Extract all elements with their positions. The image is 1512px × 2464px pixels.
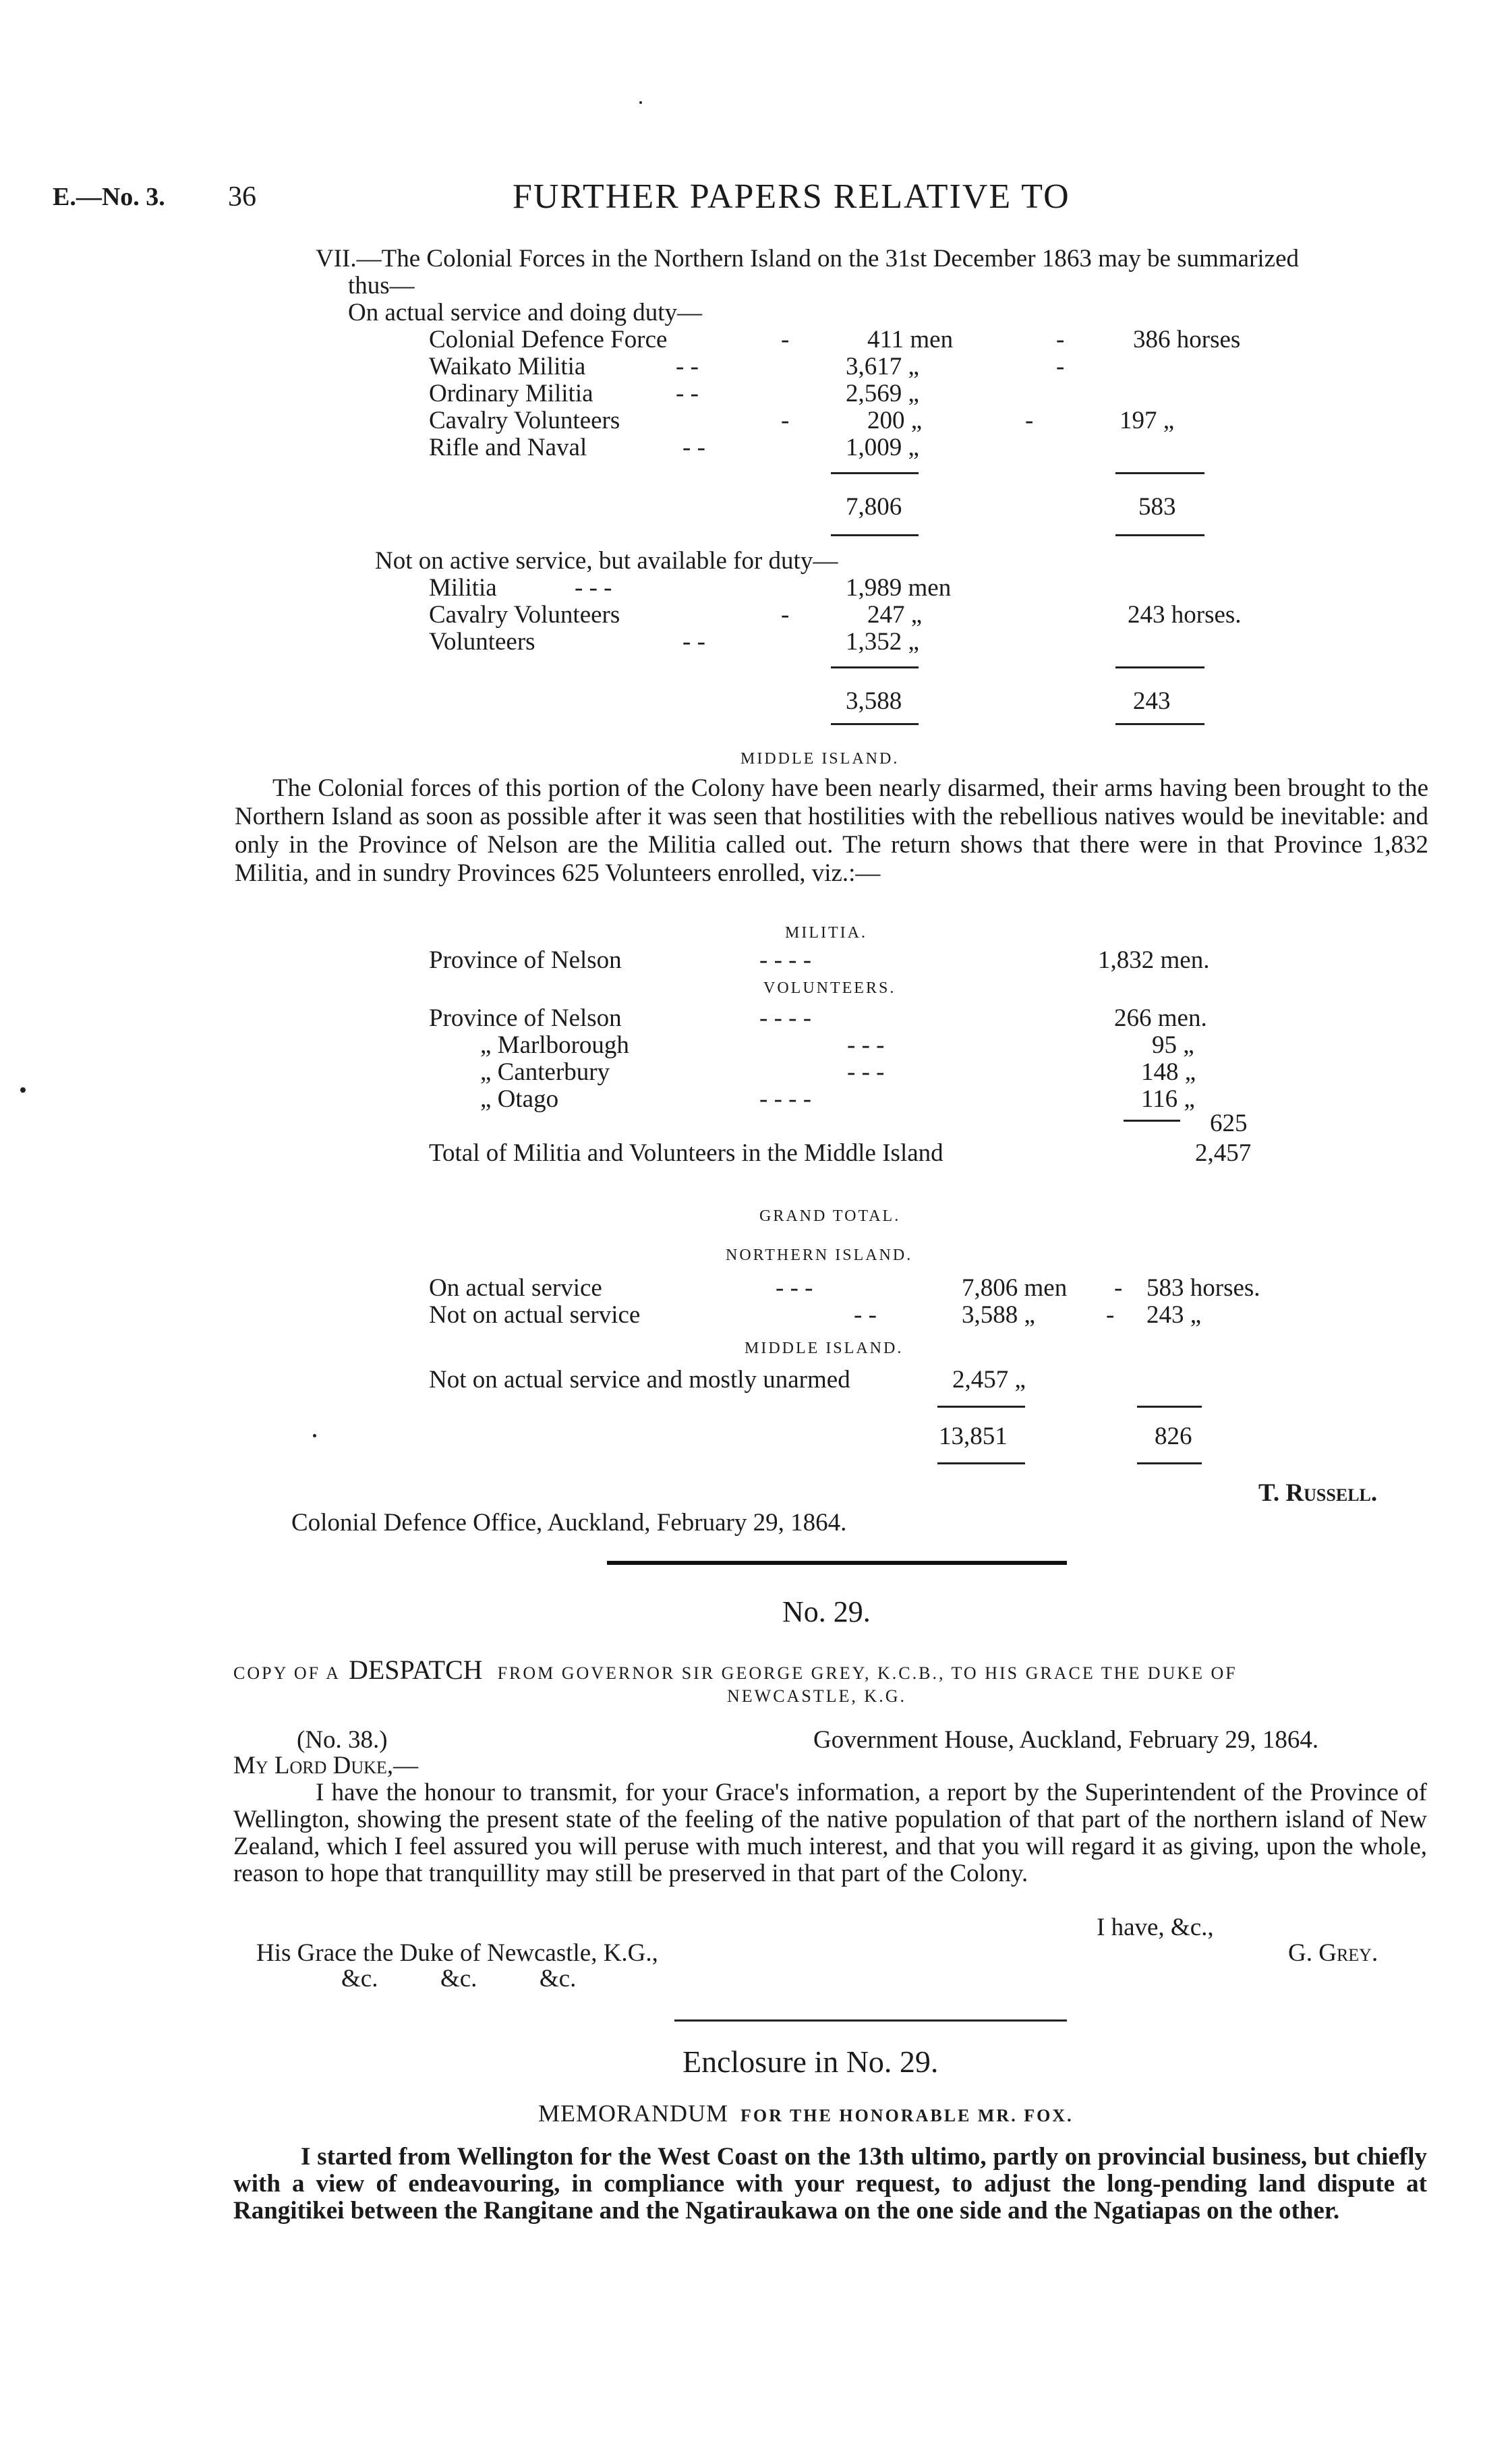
horses-count: 386 horses <box>1133 326 1241 353</box>
despatch-heading-word: DESPATCH <box>348 1655 483 1685</box>
volunteer-count: 266 men. <box>1114 1004 1207 1032</box>
force-name: Militia <box>429 574 497 602</box>
northern-island-heading: NORTHERN ISLAND. <box>726 1247 913 1264</box>
leader-dashes: - - <box>854 1301 877 1329</box>
reserve-total-horses: 243 <box>1133 687 1171 715</box>
section-vii-intro: VII.—The Colonial Forces in the Northern Island on the 31st December 1863 may be summarized <box>316 245 1300 273</box>
total-rule <box>1115 472 1204 474</box>
total-rule <box>1115 534 1204 536</box>
leader-dash: - <box>1056 353 1065 380</box>
memorandum-word: MEMORANDUM <box>538 2100 729 2127</box>
scan-speck <box>639 101 642 104</box>
leader-dashes: - - <box>676 353 699 380</box>
province-name: Province of Nelson <box>429 946 622 974</box>
despatch-heading-prefix: COPY OF A <box>233 1663 341 1683</box>
leader-dashes: - <box>781 407 790 434</box>
volunteer-count: 148 „ <box>1141 1058 1196 1086</box>
leader-dashes: - - - - <box>759 946 812 974</box>
total-rule <box>831 723 919 725</box>
province-name: „ Marlborough <box>480 1031 629 1059</box>
total-rule <box>831 534 919 536</box>
men-count: 411 men <box>867 326 954 353</box>
despatch-heading <box>233 1654 1238 1686</box>
men-count: 2,569 „ <box>846 380 919 407</box>
leader-dashes: - - - <box>847 1058 885 1086</box>
leader-dash: - <box>1025 407 1034 434</box>
russell-signature: T. Russell. <box>1258 1479 1378 1507</box>
leader-dashes: - - - <box>776 1274 813 1302</box>
horses-count: 583 horses. <box>1146 1274 1260 1302</box>
grand-total-men: 13,851 <box>939 1423 1008 1450</box>
active-total-horses: 583 <box>1138 493 1176 521</box>
men-count: 3,617 „ <box>846 353 919 380</box>
despatch-heading-rest: FROM GOVERNOR SIR GEORGE GREY, K.C.B., TO HIS GRACE THE DUKE OF <box>497 1663 1238 1683</box>
militia-heading: MILITIA. <box>785 924 867 942</box>
men-count: 1,989 men <box>846 574 952 602</box>
leader-dash: - <box>1114 1274 1123 1302</box>
service-label: Not on actual service <box>429 1301 641 1329</box>
middle-island-heading: MIDDLE ISLAND. <box>740 750 900 768</box>
men-count: 1,009 „ <box>846 434 919 461</box>
despatch-signature: G. Grey. <box>1288 1939 1378 1967</box>
total-rule <box>1137 1462 1202 1464</box>
despatch-ref: (No. 38.) <box>297 1726 388 1754</box>
province-name: „ Canterbury <box>480 1058 610 1086</box>
despatch-addressee: His Grace the Duke of Newcastle, K.G., <box>256 1939 658 1967</box>
volunteers-total: 625 <box>1210 1110 1248 1137</box>
memorandum-heading <box>538 2099 1074 2127</box>
total-rule <box>831 472 919 474</box>
horses-count: 243 „ <box>1146 1301 1202 1329</box>
total-rule <box>1137 1406 1202 1408</box>
document-reference: E.—No. 3. <box>53 183 165 211</box>
force-name: Cavalry Volunteers <box>429 601 620 629</box>
grand-total-heading: GRAND TOTAL. <box>759 1207 901 1225</box>
total-rule <box>831 666 919 668</box>
leader-dashes: - - - <box>847 1031 885 1059</box>
reserve-heading: Not on active service, but available for duty— <box>375 547 838 575</box>
middle-island-subheading: MIDDLE ISLAND. <box>745 1340 904 1357</box>
service-label: On actual service <box>429 1274 602 1302</box>
section-divider <box>674 2019 1067 2022</box>
grand-total-horses: 826 <box>1155 1423 1192 1450</box>
volunteer-count: 95 „ <box>1152 1031 1194 1059</box>
leader-dash: - <box>1106 1301 1115 1329</box>
memorandum-addressee: FOR THE HONORABLE MR. FOX. <box>740 2106 1074 2125</box>
page-number: 36 <box>228 181 256 212</box>
memorandum-body: I started from Wellington for the West Coast on the 13th ultimo, partly on provincial business, but chiefly with a view of endeavouring, in compliance with your request, to adjust the long-pending land dispute at Rangitikei between the Rangitane and the Ngatiraukawa on the one side and the Ngatiapas on the other. <box>233 2143 1427 2225</box>
total-rule <box>937 1406 1025 1408</box>
active-service-heading: On actual service and doing duty— <box>348 299 703 326</box>
middle-island-total-value: 2,457 <box>1195 1139 1252 1167</box>
middle-island-paragraph: The Colonial forces of this portion of the Colony have been nearly disarmed, their arms having been brought to the Northern Island as soon as possible after it was seen that hostilities with the rebellious natives would be inevitable: and only in the Province of Nelson are the Militia called out. The return shows that there were in that Province 1,832 Militia, and in sundry Provinces 625 Volunteers enrolled, viz.:— <box>235 774 1428 887</box>
men-count: 1,352 „ <box>846 628 919 656</box>
active-total-men: 7,806 <box>846 493 902 521</box>
leader-dashes: - - <box>676 380 699 407</box>
despatch-heading-cont: NEWCASTLE, K.G. <box>727 1686 906 1706</box>
despatch-body: I have the honour to transmit, for your Grace's information, a report by the Superintendent of the Province of Wellington, showing the present state of the feeling of the native population of that part of the northern island of New Zealand, which I feel assured you will peruse with much interest, and that you will regard it as giving, upon the whole, reason to hope that tranquillity may still be preserved in that part of the Colony. <box>233 1779 1427 1887</box>
force-name: Cavalry Volunteers <box>429 407 620 434</box>
section-vii-intro-cont: thus— <box>348 272 415 299</box>
leader-dashes: - - - - <box>759 1085 812 1113</box>
force-name: Volunteers <box>429 628 535 656</box>
despatch-etc: &c. &c. &c. <box>341 1965 577 1993</box>
page-title: FURTHER PAPERS RELATIVE TO <box>513 177 1070 216</box>
enclosure-title: Enclosure in No. 29. <box>682 2044 939 2079</box>
despatch-salutation: My Lord Duke,— <box>233 1752 419 1779</box>
volunteers-heading: VOLUNTEERS. <box>763 979 896 997</box>
despatch-dateline: Government House, Auckland, February 29, 1864. <box>813 1726 1319 1754</box>
leader-dashes: - - - - <box>759 1004 812 1032</box>
total-rule <box>1115 723 1204 725</box>
leader-dash: - <box>1056 326 1065 353</box>
volunteer-count: 116 „ <box>1141 1085 1195 1113</box>
section-divider <box>607 1561 1067 1565</box>
middle-service-label: Not on actual service and mostly unarmed <box>429 1366 850 1394</box>
total-rule <box>1115 666 1204 668</box>
force-name: Colonial Defence Force <box>429 326 668 353</box>
defence-office-dateline: Colonial Defence Office, Auckland, February 29, 1864. <box>291 1509 847 1537</box>
force-name: Waikato Militia <box>429 353 586 380</box>
middle-island-total-label: Total of Militia and Volunteers in the Middle Island <box>429 1139 943 1167</box>
subtotal-rule <box>1124 1120 1180 1122</box>
scan-speck <box>313 1434 316 1437</box>
leader-dashes: - - <box>682 434 705 461</box>
force-name: Rifle and Naval <box>429 434 587 461</box>
men-count: 247 „ <box>867 601 923 629</box>
men-count: 3,588 „ <box>962 1301 1035 1329</box>
province-name: „ Otago <box>480 1085 559 1113</box>
leader-dashes: - <box>781 326 790 353</box>
leader-dashes: - - - <box>575 574 612 602</box>
despatch-number: No. 29. <box>782 1595 871 1628</box>
men-count: 7,806 men <box>962 1274 1068 1302</box>
militia-count: 1,832 men. <box>1098 946 1210 974</box>
force-name: Ordinary Militia <box>429 380 593 407</box>
scan-speck <box>20 1087 26 1093</box>
leader-dashes: - - <box>682 628 705 656</box>
reserve-total-men: 3,588 <box>846 687 902 715</box>
horses-count: 243 horses. <box>1128 601 1242 629</box>
horses-count: 197 „ <box>1120 407 1175 434</box>
despatch-closing: I have, &c., <box>1097 1914 1214 1941</box>
province-name: Province of Nelson <box>429 1004 622 1032</box>
men-count: 200 „ <box>867 407 923 434</box>
middle-men-count: 2,457 „ <box>952 1366 1026 1394</box>
total-rule <box>937 1462 1025 1464</box>
leader-dashes: - <box>781 601 790 629</box>
